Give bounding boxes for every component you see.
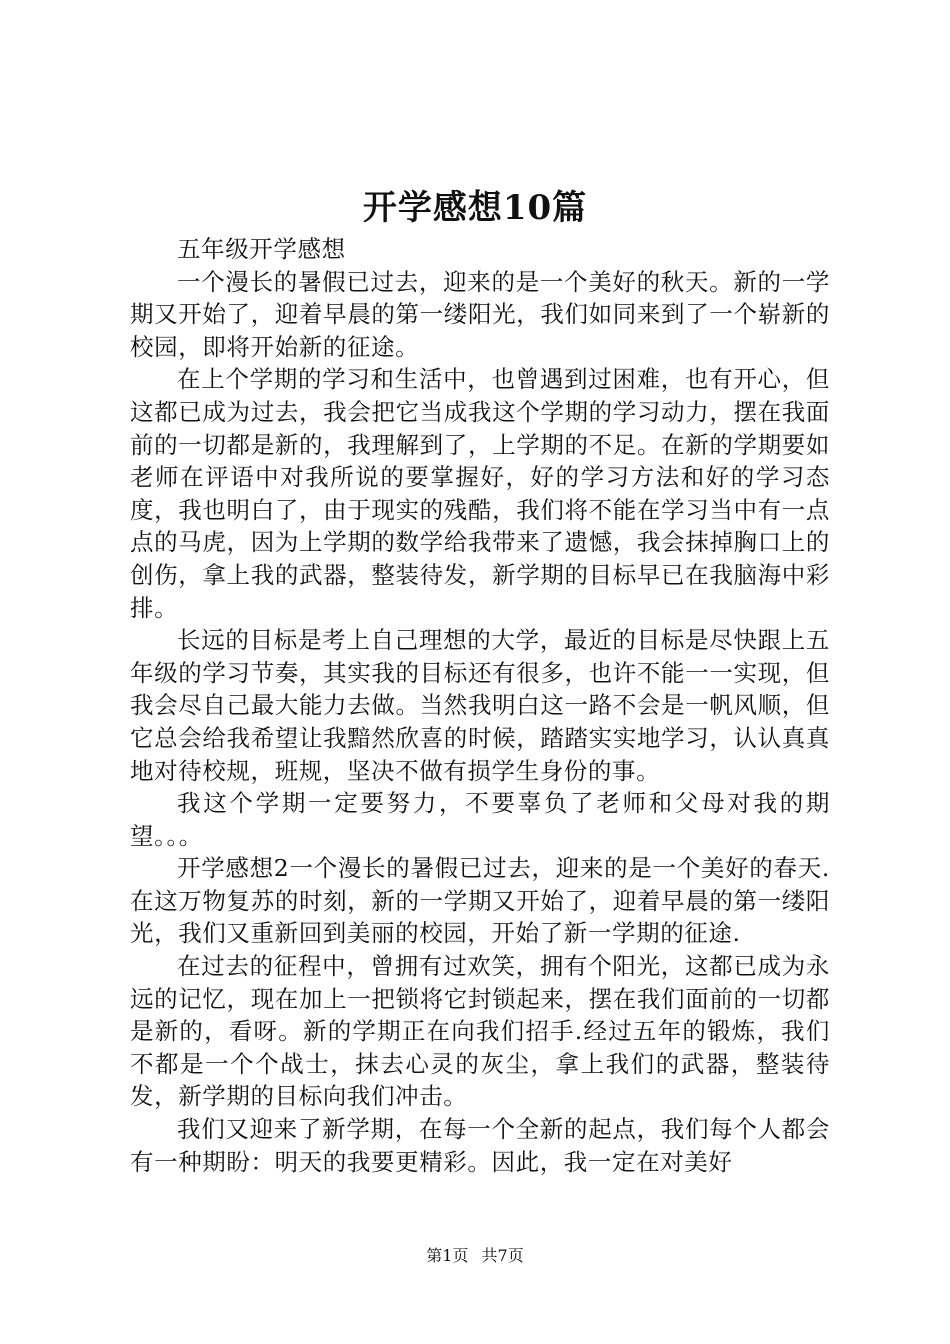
document-body xyxy=(130,233,830,1178)
document-title: 开学感想10篇 xyxy=(362,188,588,228)
page-total: 共7页 xyxy=(481,1246,524,1265)
paragraph: 一个漫长的暑假已过去，迎来的是一个美好的秋天。新的一学期又开始了，迎着早晨的第一缕阳光，我们如同来到了一个崭新的校园，即将开始新的征途。 xyxy=(130,267,830,361)
paragraph: 我们又迎来了新学期，在每一个全新的起点，我们每个人都会有一种期盼：明天的我要更精彩。因此，我一定在对美好 xyxy=(130,1115,830,1176)
paragraph: 开学感想2一个漫长的暑假已过去，迎来的是一个美好的春天.在这万物复苏的时刻，新的一学期又开始了，迎着早晨的第一缕阳光，我们又重新回到美丽的校园，开始了新一学期的征途. xyxy=(130,854,830,948)
paragraph: 在过去的征程中，曾拥有过欢笑，拥有个阳光，这都已成为永远的记忆，现在加上一把锁将它封锁起来，摆在我们面前的一切都是新的，看呀。新的学期正在向我们招手.经过五年的锻炼，我们不都是一个个战士，抹去心灵的灰尘，拿上我们的武器，整装待发，新学期的目标向我们冲击。 xyxy=(130,952,830,1111)
page-footer xyxy=(0,1246,950,1266)
paragraph: 我这个学期一定要努力，不要辜负了老师和父母对我的期望。。。 xyxy=(130,789,830,850)
paragraph: 长远的目标是考上自己理想的大学，最近的目标是尽快跟上五年级的学习节奏，其实我的目标还有很多，也许不能一一实现，但我会尽自己最大能力去做。当然我明白这一路不会是一帆风顺，但它总会给我希望让我黯然欣喜的时候，踏踏实实地学习，认认真真地对待校规，班规，坚决不做有损学生身份的事。 xyxy=(130,626,830,785)
page-number: 第1页 xyxy=(426,1246,469,1265)
paragraph-subtitle: 五年级开学感想 xyxy=(177,235,346,263)
paragraph: 在上个学期的学习和生活中，也曾遇到过困难，也有开心，但这都已成为过去，我会把它当成我这个学期的学习动力，摆在我面前的一切都是新的，我理解到了，上学期的不足。在新的学期要如老师在评语中对我所说的要掌握好，好的学习方法和好的学习态度，我也明白了，由于现实的残酷，我们将不能在学习当中有一点点的马虎，因为上学期的数学给我带来了遗憾，我会抹掉胸口上的创伤，拿上我的武器，整装待发，新学期的目标早已在我脑海中彩排。 xyxy=(130,365,830,622)
